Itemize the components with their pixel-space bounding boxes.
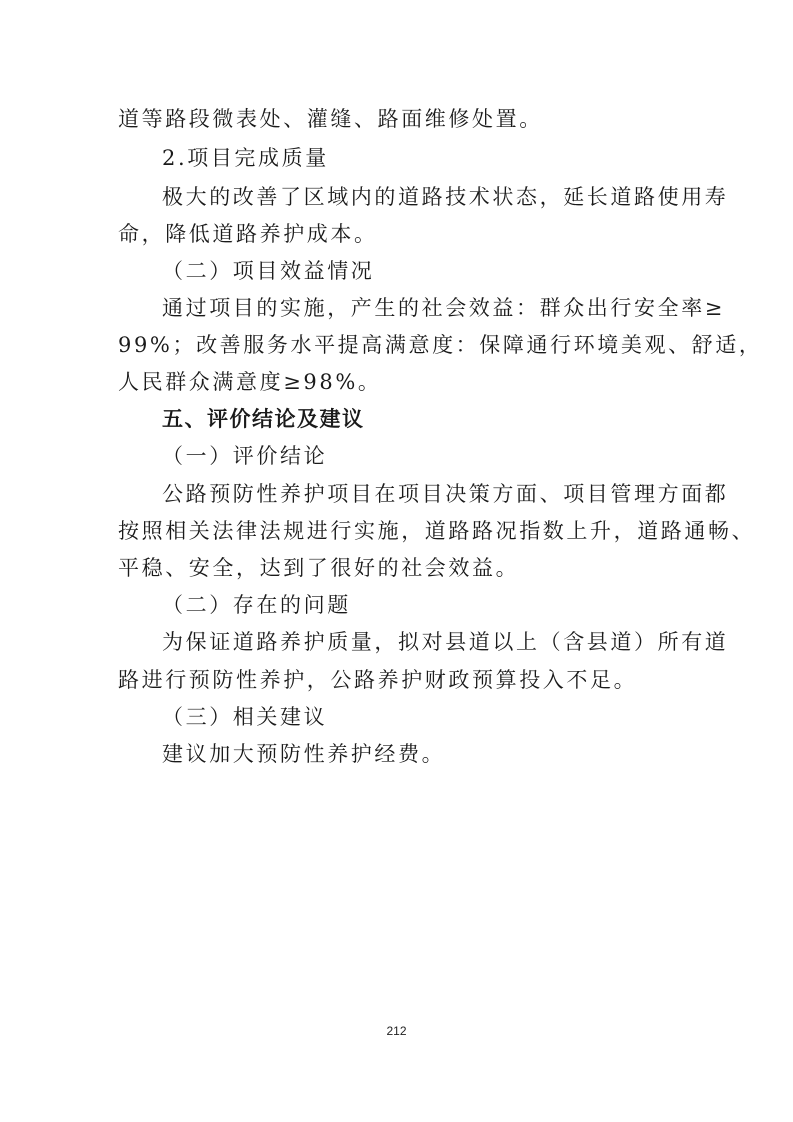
subsection-heading: （一）评价结论 <box>162 444 328 468</box>
subsection-heading: （二）项目效益情况 <box>162 259 375 283</box>
subsection-heading: 2.项目完成质量 <box>162 146 329 170</box>
paragraph-line: 99%；改善服务水平提高满意度：保障通行环境美观、舒适， <box>118 333 763 357</box>
paragraph-line: 极大的改善了区域内的道路技术状态，延长道路使用寿 <box>162 185 729 209</box>
paragraph-line: 道等路段微表处、灌缝、路面维修处置。 <box>118 107 543 131</box>
paragraph-line: 建议加大预防性养护经费。 <box>162 742 446 766</box>
paragraph-line: 通过项目的实施，产生的社会效益：群众出行安全率≥ <box>162 296 725 320</box>
paragraph-line: 为保证道路养护质量，拟对县道以上（含县道）所有道 <box>162 630 729 654</box>
paragraph-line: 公路预防性养护项目在项目决策方面、项目管理方面都 <box>162 482 729 506</box>
page-number: 212 <box>386 1024 407 1038</box>
paragraph-line: 平稳、安全，达到了很好的社会效益。 <box>118 556 520 580</box>
paragraph-line: 人民群众满意度≥98%。 <box>118 370 382 394</box>
paragraph-line: 路进行预防性养护，公路养护财政预算投入不足。 <box>118 668 638 692</box>
paragraph-line: 命，降低道路养护成本。 <box>118 222 378 246</box>
subsection-heading: （二）存在的问题 <box>162 593 351 617</box>
subsection-heading: （三）相关建议 <box>162 705 328 729</box>
paragraph-line: 按照相关法律法规进行实施，道路路况指数上升，道路通畅、 <box>118 519 756 543</box>
section-heading: 五、评价结论及建议 <box>162 407 365 431</box>
